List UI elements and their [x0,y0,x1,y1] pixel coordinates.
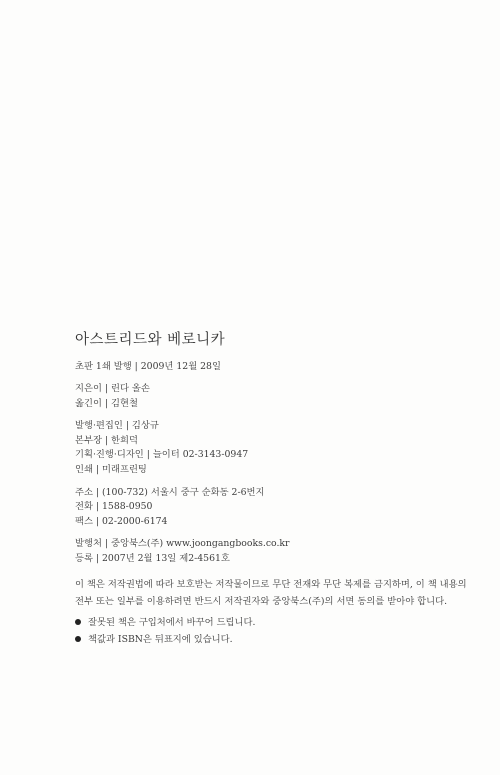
notice-line-2: 전부 또는 일부를 이용하려면 반드시 저작권자와 중앙북스(주)의 서면 동의를 받아야 합니다. [75,595,448,607]
edition-line: 초판 1쇄 발행 | 2009년 12월 28일 [75,360,221,372]
planning-line: 기획·진행·디자인 | 늘이터 02-3143-0947 [75,449,249,461]
fax-line: 팩스 | 02-2000-6174 [75,515,168,527]
bullet-dot-icon [75,636,81,642]
author-line: 지은이 | 린다 올손 [75,383,150,395]
bullet-item [75,615,485,632]
issuer-line: 발행처 | 중앙북스(주) www.joongangbooks.co.kr [75,538,290,550]
address-line: 주소 | (100-732) 서울시 중구 순화동 2-6번지 [75,486,265,498]
bullet-text: 잘못된 책은 구입처에서 바꾸어 드립니다. [88,617,256,629]
bullet-text: 책값과 ISBN은 뒤표지에 있습니다. [88,633,233,645]
bullet-dot-icon [75,619,81,625]
copyright-notice [75,577,485,610]
registration-line: 등록 | 2007년 2월 13일 제2-4561호 [75,553,230,565]
publisher-editor-line: 발행·편집인 | 김상규 [75,420,159,432]
notice-line-1: 이 책은 저작권법에 따라 보호받는 저작물이므로 무단 전재와 무단 복제를 금지하며, 이 책 내용의 [75,579,467,591]
phone-line: 전화 | 1588-0950 [75,501,153,513]
director-line: 본부장 | 한희덕 [75,434,138,446]
bullet-item [75,632,485,649]
translator-line: 옮긴이 | 김현철 [75,397,138,409]
bullet-list [75,615,485,648]
colophon [75,331,485,648]
printing-line: 인쇄 | 미래프린팅 [75,464,147,476]
book-title: 아스트리드와 베로니카 [75,332,226,348]
